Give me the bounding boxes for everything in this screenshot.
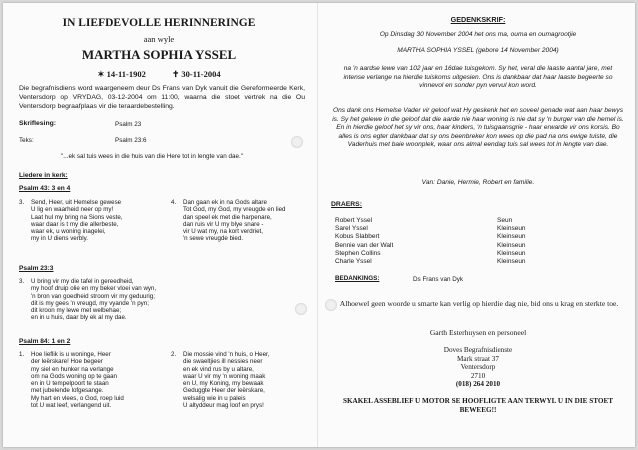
list-item: Robert Yssel Seun: [335, 217, 513, 224]
psalm84-heading: Psalm 84: 1 en 2: [19, 338, 71, 345]
verse-text: Send, Heer, uit Hemelse gewese U lig en waarheid neer op my! Laat hul my bring na Sions veste, waar daar is t my die allerbeste, waar ek, u woning inagelei, my in U diens verbly.: [31, 199, 123, 243]
psalm43-verse4: [171, 199, 286, 243]
postcode: 2710: [470, 371, 486, 380]
scripture-quote: "...ek sal tuis wees in die huis van die Here tot in lengte van dae.": [61, 153, 243, 160]
gedenkskrif-para1: na 'n aardse lewe van 102 jaar en 16dae tuisgekom. Sy het, veral die laaste aantal jare, met intense verlange na hierdie tuiskoms uitgesien. Ons is dankbaar dat haar laaste begeerte so vinnevol en sonder pyn vervul kon word.: [343, 65, 613, 90]
address-line: Mark straat 37: [457, 354, 499, 363]
teks-value: Psalm 23:6: [115, 137, 147, 144]
draers-list: [335, 217, 526, 266]
list-item: Sarel Yssel Kleinseun: [335, 225, 526, 233]
center-fold: [317, 3, 318, 447]
phone-number: (018) 264 2010: [455, 380, 501, 389]
death-date: ✝ 30-11-2004: [172, 69, 221, 79]
undertaker-block: [321, 346, 635, 389]
family-signature: Van: Danie, Hermie, Robert en familie.: [421, 179, 535, 186]
gedenkskrif-para2: Ons dank ons Hemelse Vader vir geloof wat Hy geskenk het en soveel genade wat aan haar bewys is. Sy het gelewe in die geloof dat die aarde nie haar woning is nie dat sy 'n burger van die hemel is. En in hierdie geloof het sy vir ons, haar kinders, 'n tuisgaansgrie - haar erwarde vir ons korsis. Bo alles is ons egter dankbaar dat sy ons beenbreker kon wees op die pad na ons ewige tuiste, die Vaderhuis met baie woonplek, waar ons almal eendag tuis sal wees tot in lengte van dae.: [332, 107, 624, 149]
footer-notice: SKAKEL ASSEBLIEF U MOTOR SE HOOFLIGTE AAN TERWYL U IN DIE STOET BEWEEG!!: [342, 397, 614, 414]
psalm23-verse3: [19, 278, 156, 322]
bedankings-value: Ds Frans van Dyk: [413, 276, 464, 283]
psalm43-verse3: [19, 199, 123, 243]
psalm84-verse1: [19, 351, 124, 409]
list-item: Bennie van der Walt Kleinseun: [335, 241, 526, 249]
verse-text: Dan gaan ek in na Gods altare Tot God, my God, my vreugde en lied dan speel ek met die harpenare, dan ruis vir U my blye snare - vir U wat my, na kort verdriet, 'n sewe vreugde bied.: [183, 199, 286, 243]
left-page: [3, 3, 315, 447]
skriflesing-label: Skriflesing:: [19, 120, 57, 127]
psalm23-heading: Psalm 23:3: [19, 265, 54, 272]
teks-label: Teks:: [19, 137, 34, 144]
funeral-program-sheet: [3, 3, 635, 447]
verse-number: 4.: [171, 199, 177, 206]
gedenkskrif-line2: MARTHA SOPHIA YSSEL (gebore 14 November 2004): [397, 47, 559, 54]
list-item: Charle Yssel Kleinseun: [335, 258, 526, 266]
list-item: Stephen Collins Kleinseun: [335, 249, 526, 257]
draers-heading: DRAERS:: [331, 201, 362, 208]
verse-number: 1.: [19, 351, 25, 358]
deceased-name: MARTHA SOPHIA YSSEL: [81, 47, 237, 62]
verse-number: 2.: [171, 351, 177, 358]
address-line: Ventersdorp: [460, 363, 496, 372]
skriflesing-value: Psalm 23: [115, 121, 142, 128]
gedenkskrif-heading: GEDENKSKRIF:: [450, 15, 506, 24]
closing-quote: Alhoewel geen woorde u smarte kan verlig op hierdie dag nie, bid ons u krag en sterkte toe.: [339, 299, 619, 308]
psalm84-verse2: [171, 351, 269, 409]
life-dates: [3, 69, 315, 80]
gedenkskrif-line1: Op Dinsdag 30 November 2004 het ons ma, ouma en oumagrootjie: [379, 31, 577, 38]
bedankings-label: BEDANKINGS:: [335, 275, 380, 282]
verse-text: Hoe lieflik is u woninge, Heer der leërskare! Hoe begeer my siel en hunker na verlange om na Gods woning op te gaan en in U tempelpoort te staan met jubelende lofgesange. My hart en vlees, o God, roep luid tot U wat leef, verlangend uit.: [31, 351, 124, 410]
verse-number: 3.: [19, 199, 25, 206]
verse-text: U bring vir my die tafel in gereedheid, my hoof druip olie en my beker vloei van wyn, 'n bron van goedheid stroom vir my geduurig; dit is my gees 'n vreugd, my vyande 'n pyn; dit kroon my lewe met welbehae; en in u huis, daar bly ek al my dae.: [31, 278, 157, 322]
right-page: [321, 3, 635, 447]
verse-text: Die mossie vind 'n huis, o Heer, die swaeltjies ill nessies neer en ek vind rus by u altare, waar U vir my 'n woning maak en U, my Koning, my bewaak Geduggte Heer der leërskare, welsalig wie in u paleis U altyddeur mag loof en prys!: [183, 351, 270, 410]
service-intro: Die begrafnisdiens word waargeneem deur Ds Frans van Dyk vanuit die Gereformeerde Kerk, Ventersdorp op VRYDAG, 03-12-2004 om 11:00, waarna die stoet vertrek na die Ou Ventersdorp begraafplaas vir die teraardebestelling.: [19, 85, 305, 110]
verse-number: 3.: [19, 278, 25, 285]
memorial-heading: IN LIEFDEVOLLE HERINNERINGE: [62, 17, 256, 29]
aan-wyle-text: aan wyle: [143, 34, 175, 44]
birth-date: ✶ 14-11-1902: [97, 69, 146, 79]
staff-line: Garth Esterhuysen en personeel: [429, 328, 527, 337]
liedere-heading: Liedere in kerk:: [19, 172, 68, 179]
undertaker-name: Doves Begrafnisdienste: [443, 346, 513, 354]
psalm43-heading: Psalm 43: 3 en 4: [19, 185, 71, 192]
list-item: Kobus Slabbert Kleinseun: [335, 233, 526, 241]
